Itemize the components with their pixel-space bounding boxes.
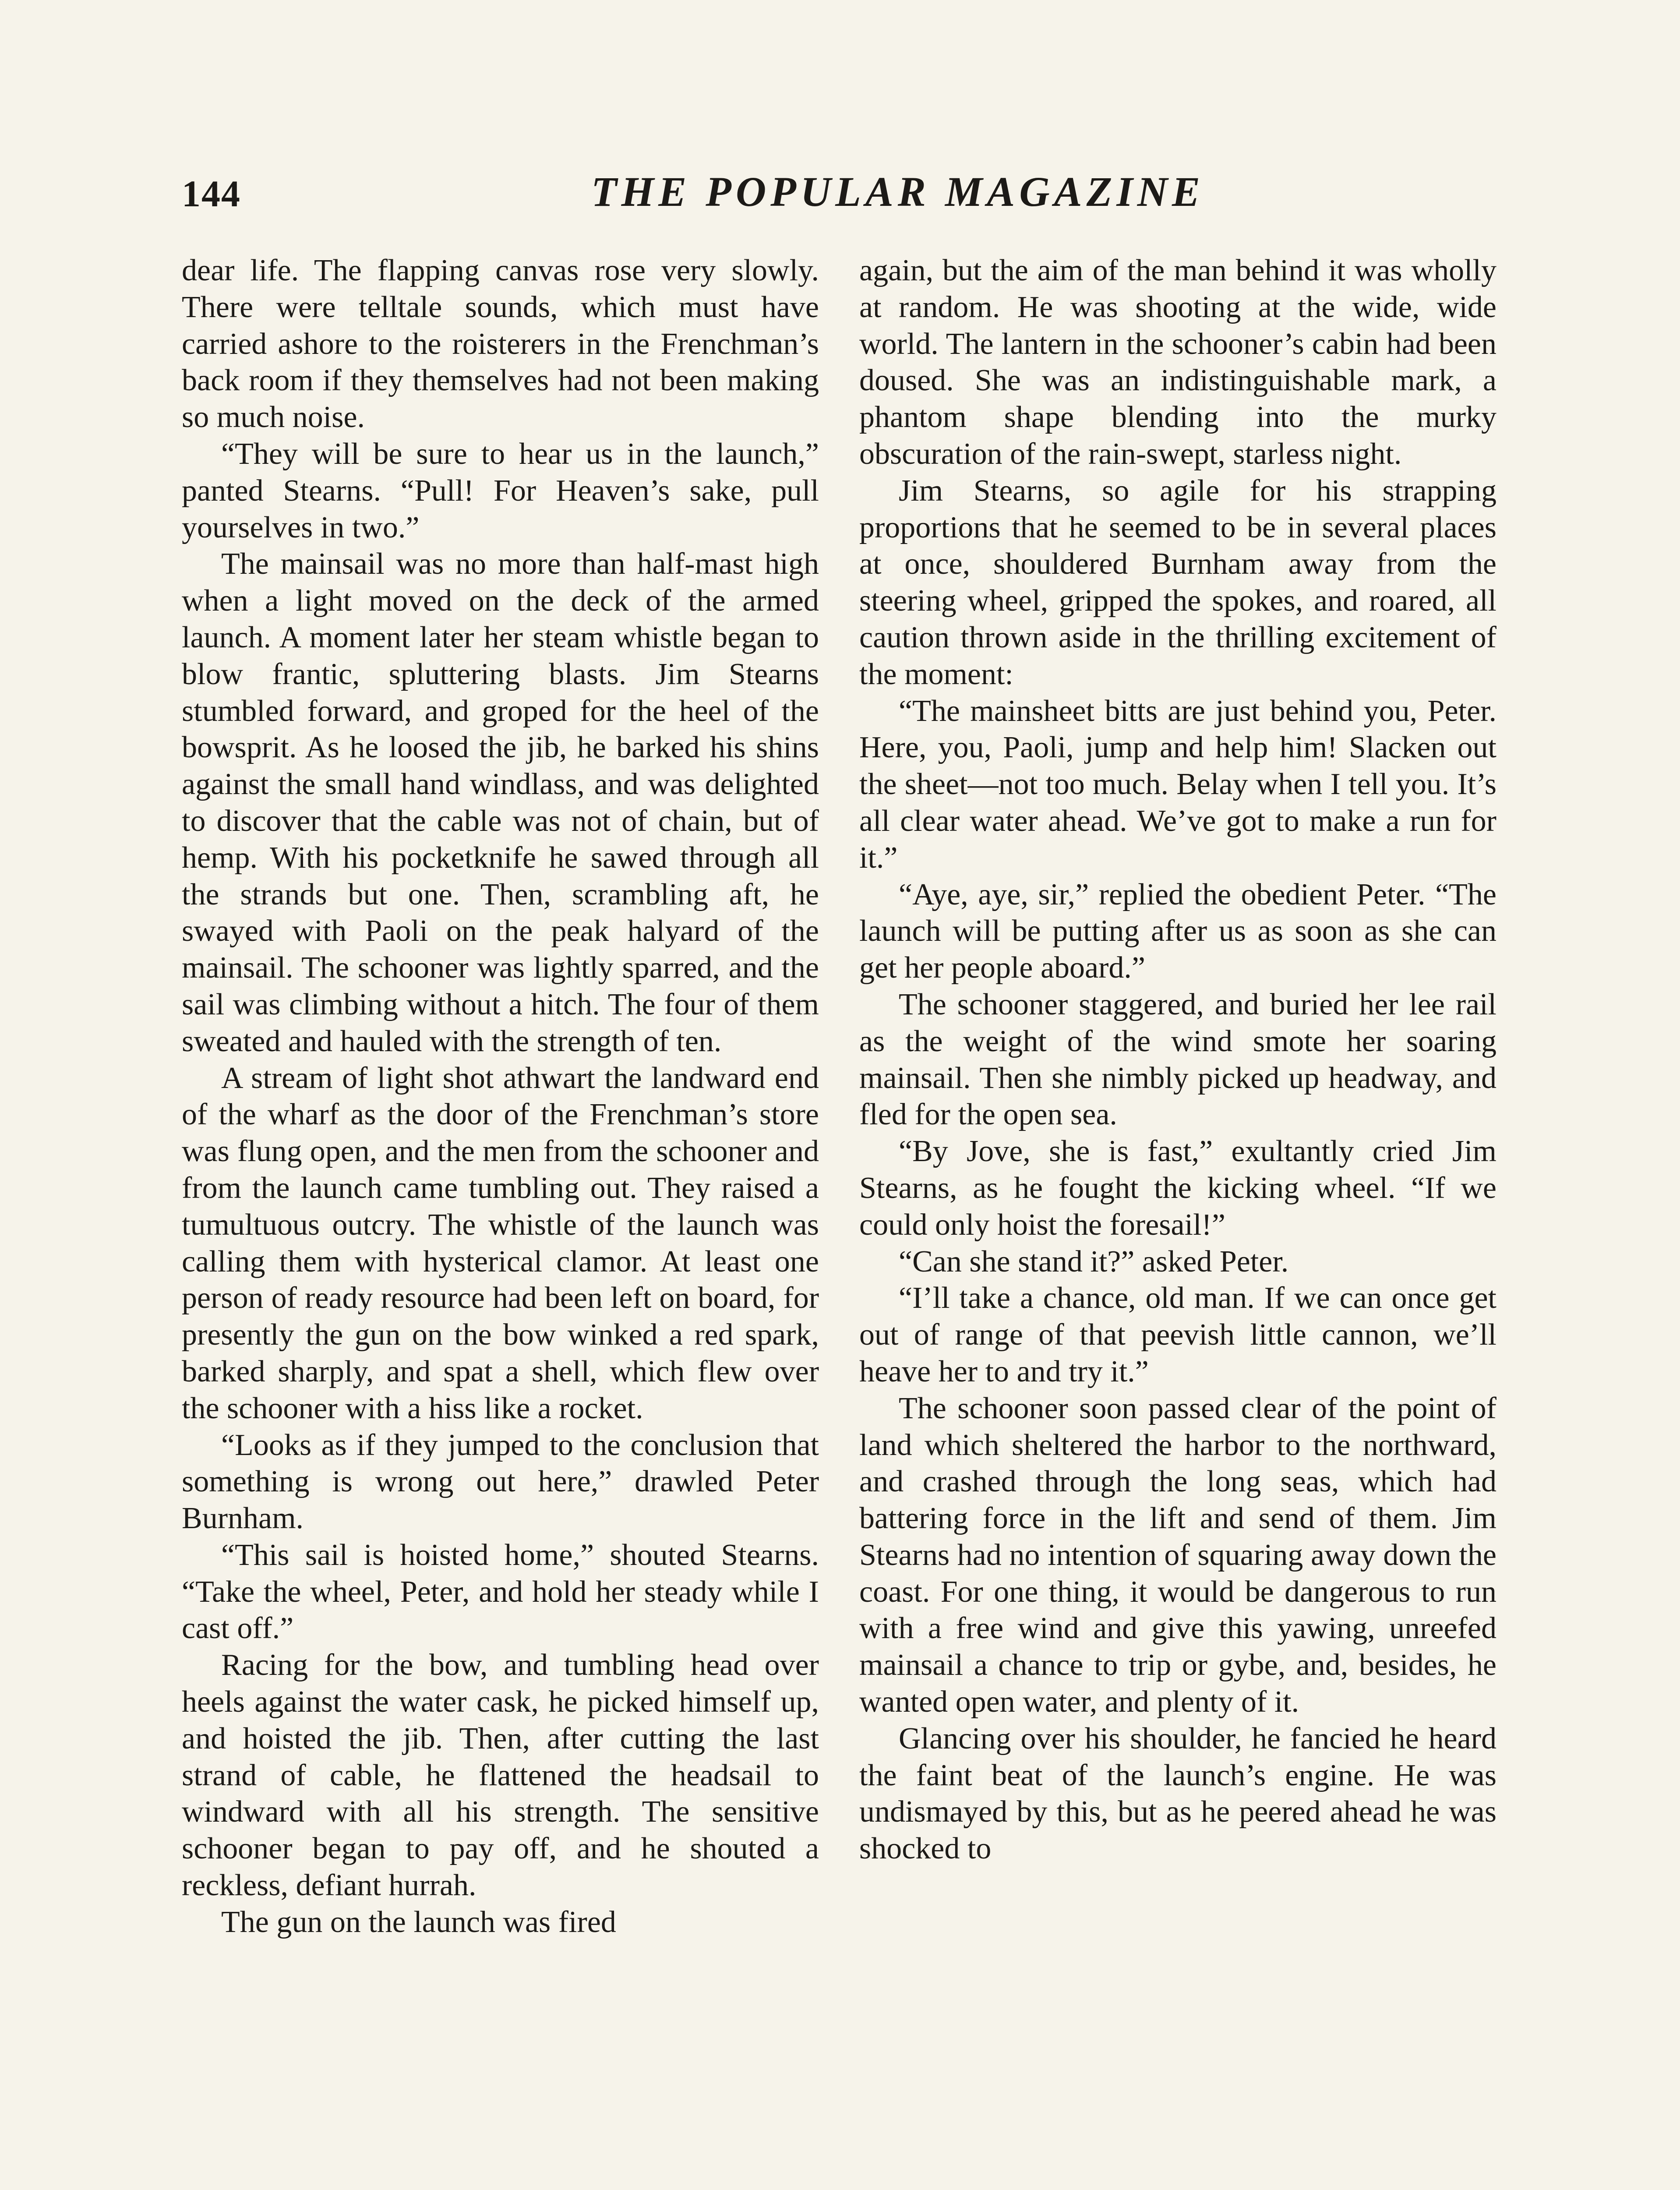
- paragraph: “They will be sure to hear us in the launch,” panted Stearns. “Pull! For Heaven’s sake, pull yourselves in two.”: [182, 437, 819, 544]
- paragraph: A stream of light shot athwart the landward end of the wharf as the door of the Frenchman’s store was flung open, and the men from the schooner and from the launch came tumbling out. They raised a tumultuous outcry. The whistle of the launch was calling them with hysterical clamor. At least one person of ready resource had been left on board, for presently the gun on the bow winked a red spark, barked sharply, and spat a shell, which flew over the schooner with a hiss like a rocket.: [182, 1061, 819, 1425]
- paragraph: “The mainsheet bitts are just behind you, Peter. Here, you, Paoli, jump and help him! Slacken out the sheet—not too much. Belay when I tell you. It’s all clear water ahead. We’ve got to make a run for it.”: [859, 694, 1496, 875]
- text-column-right: [859, 252, 1496, 1867]
- paragraph: “Aye, aye, sir,” replied the obedient Peter. “The launch will be putting after us as soon as she can get her people aboard.”: [859, 877, 1496, 985]
- paragraph: “Can she stand it?” asked Peter.: [899, 1244, 1289, 1279]
- paragraph: The schooner staggered, and buried her lee rail as the weight of the wind smote her soaring mainsail. Then she nimbly picked up headway, and fled for the open sea.: [859, 987, 1496, 1132]
- paragraph: Glancing over his shoulder, he fancied he heard the faint beat of the launch’s engine. He was undismayed by this, but as he peered ahead he was shocked to: [859, 1721, 1496, 1866]
- page-number: 144: [182, 173, 241, 215]
- text-column-left: [182, 252, 819, 1941]
- paragraph: “I’ll take a chance, old man. If we can once get out of range of that peevish little cannon, we’ll heave her to and try it.”: [859, 1281, 1496, 1388]
- paragraph: Jim Stearns, so agile for his strapping proportions that he seemed to be in several places at once, shouldered Burnham away from the steering wheel, gripped the spokes, and roared, all caution thrown aside in the thrilling excitement of the moment:: [859, 473, 1496, 691]
- paragraph: Racing for the bow, and tumbling head over heels against the water cask, he picked himself up, and hoisted the jib. Then, after cutting the last strand of cable, he flattened the headsail to windward with all his strength. The sensitive schooner began to pay off, and he shouted a reckless, defiant hurrah.: [182, 1648, 819, 1903]
- paragraph: The gun on the launch was fired: [221, 1905, 616, 1939]
- paragraph: “This sail is hoisted home,” shouted Stearns. “Take the wheel, Peter, and hold her steady while I cast off.”: [182, 1538, 819, 1646]
- paragraph: again, but the aim of the man behind it was wholly at random. He was shooting at the wide, wide world. The lantern in the schooner’s cabin had been doused. She was an indistinguishable mark, a phantom shape blending into the murky obscuration of the rain-swept, starless night.: [859, 254, 1496, 471]
- paragraph: dear life. The flapping canvas rose very slowly. There were telltale sounds, which must have carried ashore to the roisterers in the Frenchman’s back room if they themselves had not been making so much noise.: [182, 254, 819, 434]
- paragraph: “By Jove, she is fast,” exultantly cried Jim Stearns, as he fought the kicking wheel. “If we could only hoist the foresail!”: [859, 1134, 1496, 1242]
- running-head-title: THE POPULAR MAGAZINE: [591, 168, 1205, 215]
- paragraph: “Looks as if they jumped to the conclusion that something is wrong out here,” drawled Peter Burnham.: [182, 1428, 819, 1536]
- paragraph: The mainsail was no more than half-mast high when a light moved on the deck of the armed launch. A moment later her steam whistle began to blow frantic, spluttering blasts. Jim Stearns stumbled forward, and groped for the heel of the bowsprit. As he loosed the jib, he barked his shins against the small hand windlass, and was delighted to discover that the cable was not of chain, but of hemp. With his pocketknife he sawed through all the strands but one. Then, scrambling aft, he swayed with Paoli on the peak halyard of the mainsail. The schooner was lightly sparred, and the sail was climbing without a hitch. The four of them sweated and hauled with the strength of ten.: [182, 547, 819, 1058]
- paragraph: The schooner soon passed clear of the point of land which sheltered the harbor to the northward, and crashed through the long seas, which had battering force in the lift and send of them. Jim Stearns had no intention of squaring away down the coast. For one thing, it would be dangerous to run with a free wind and give this yawing, unreefed mainsail a chance to trip or gybe, and, besides, he wanted open water, and plenty of it.: [859, 1391, 1496, 1719]
